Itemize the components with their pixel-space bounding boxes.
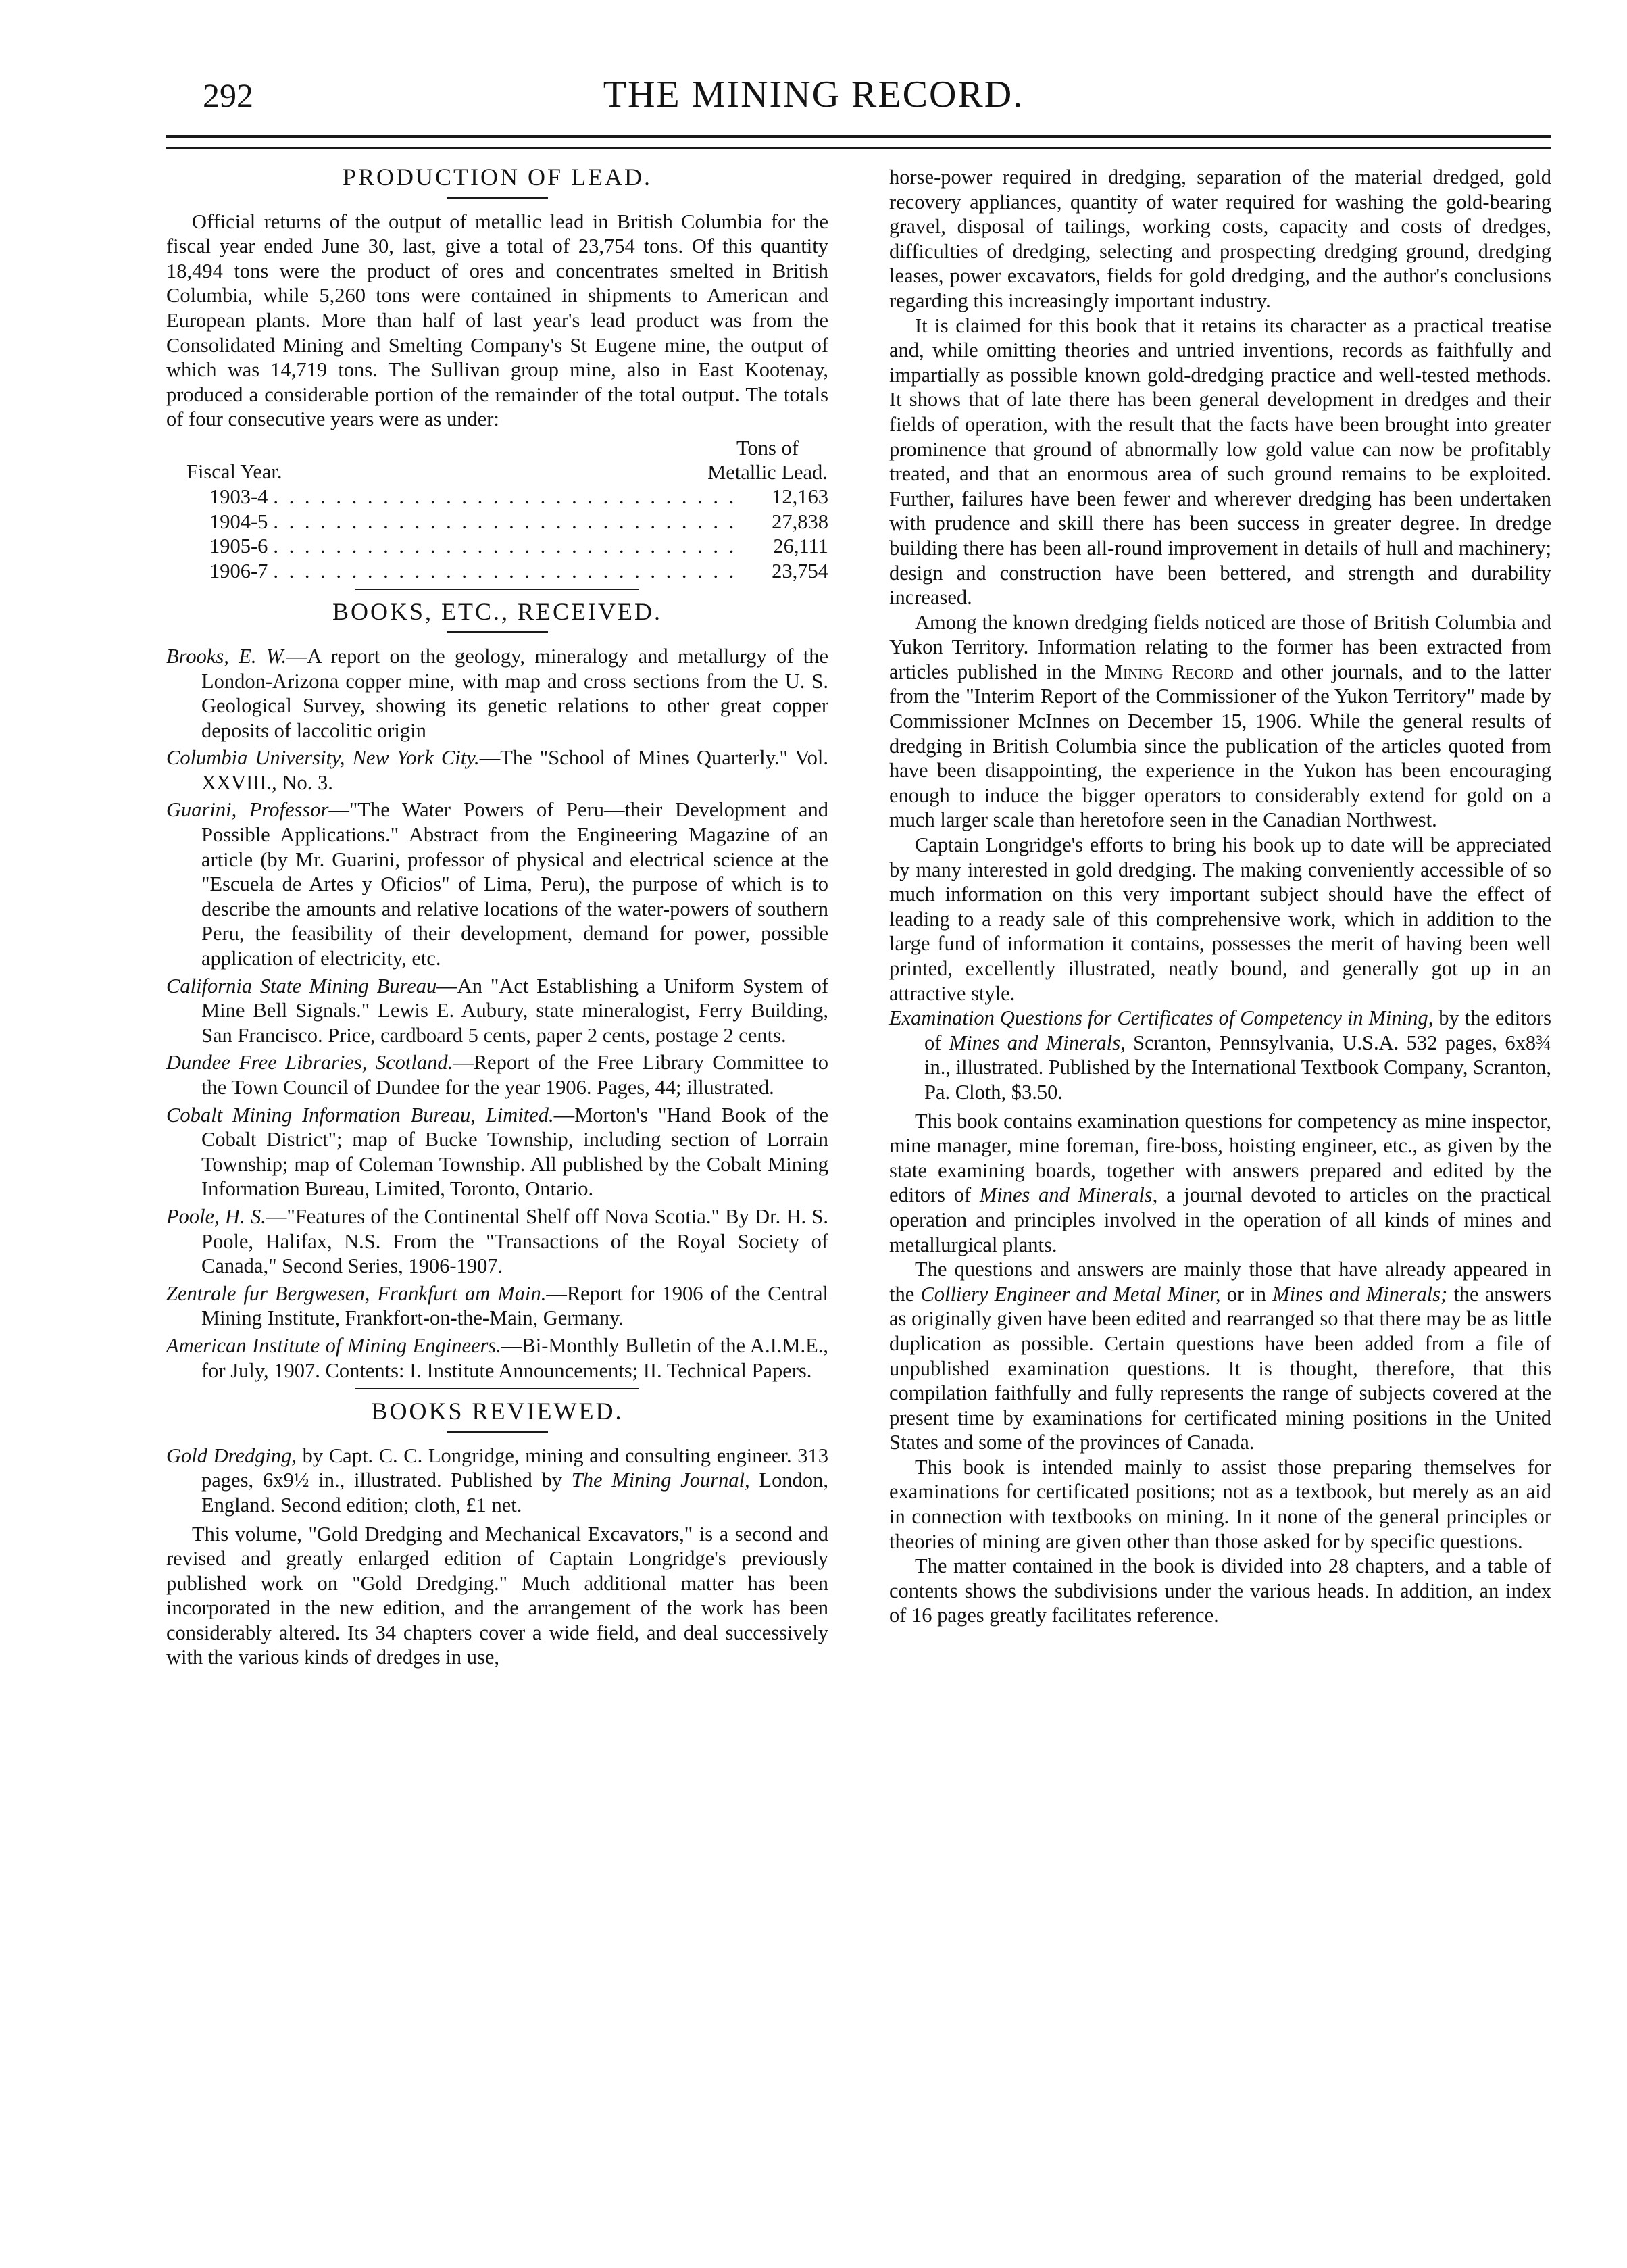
lead-table-row bbox=[166, 485, 828, 510]
reviewed-heading-rule bbox=[447, 1431, 548, 1433]
review-text: and other journals, and to the latter from the "Interim Report of the Commissioner of the Yukon Territory" made by Commissioner McInnes on December 15, 1906. While the general results of dredging in British Columbia since the publication of the articles quoted from have been disappointing, the experience in the Yukon has been encouraging enough to induce the bigger operators to considerably extend for gold on a much larger scale than heretofore seen in the Canadian Northwest. bbox=[889, 660, 1551, 832]
received-entry bbox=[166, 1281, 828, 1331]
entry-author: Columbia University, New York City. bbox=[166, 746, 480, 770]
lead-table-year: 1904-5 bbox=[209, 510, 268, 533]
section-divider bbox=[355, 589, 639, 590]
book-citation-text: London, England. Second edition; cloth, £1 net. bbox=[201, 1469, 828, 1517]
book-citation-text: Scranton, Pennsylvania, U.S.A. 532 pages, 6x8¾ in., illustrated. Published by the International Textbook Company, Scranton, Pa. Cloth, $3.50. bbox=[924, 1031, 1551, 1104]
lead-table-col2-header-line2: Metallic Lead. bbox=[707, 460, 828, 484]
entry-text: —Morton's "Hand Book of the Cobalt District"; map of Bucke Township, including section of Lorrain Township; map of Coleman Township. All published by the Cobalt Mining Information Bureau, Limited, Toronto, Ontario. bbox=[201, 1103, 828, 1201]
lead-table-year: 1905-6 bbox=[209, 535, 268, 558]
journal-name: Mines and Minerals, bbox=[979, 1183, 1158, 1207]
entry-author: American Institute of Mining Engineers. bbox=[166, 1333, 501, 1357]
book-publisher: The Mining Journal, bbox=[571, 1469, 750, 1492]
lead-heading-rule bbox=[447, 197, 548, 199]
review-paragraph bbox=[889, 610, 1551, 833]
entry-text: —"The Water Powers of Peru—their Development and Possible Applications." Abstract from the Engineering Magazine of an article (by Mr. Guarini, professor of physical and electrical science at the "Escuela de Artes y Oficios" of Lima, Peru), the purpose of which is to describe the amounts and relative locations of the water-powers of southern Peru, the feasibility of their development, demand for power, possible application of electricity, etc. bbox=[201, 798, 828, 970]
received-entry bbox=[166, 1103, 828, 1202]
review-paragraph: Captain Longridge's efforts to bring his book up to date will be appreciated by many interested in gold dredging. The making conveniently accessible of so much information on this very important subject should have the effect of leading to a ready sale of this comprehensive work, which in addition to the large fund of information it contains, possesses the merit of having been well printed, excellently illustrated, neatly bound, and generally got up in an attractive style. bbox=[889, 833, 1551, 1005]
entry-text: —Report for 1906 of the Central Mining Institute, Frankfort-on-the-Main, Germany. bbox=[201, 1281, 829, 1330]
review-paragraph: This volume, "Gold Dredging and Mechanical Excavators," is a second and revised and greatly enlarged edition of Captain Longridge's previously published work on "Gold Dredging." Much additional matter has been incorporated in the new edition, and the arrangement of the work has been considerably altered. Its 34 chapters cover a wide field, and deal successively with the various kinds of dredges in use, bbox=[166, 1522, 828, 1669]
right-column bbox=[889, 165, 1551, 1628]
review-text: Among the known dredging fields noticed are those of British Columbia and Yukon Territory. Information relating to the former has been extracted from articles published in the bbox=[889, 610, 1551, 683]
received-entry bbox=[166, 644, 828, 743]
entry-author: California State Mining Bureau bbox=[166, 974, 437, 997]
section-divider bbox=[355, 1388, 639, 1389]
entry-text: —"Features of the Continental Shelf off Nova Scotia." By Dr. H. S. Poole, Halifax, N.S. From the "Transactions of the Royal Society of Canada," Second Series, 1906-1907. bbox=[201, 1204, 829, 1278]
review-paragraph-continued: horse-power required in dredging, separation of the material dredged, gold recovery appliances, quantity of water required for washing the gold-bearing gravel, disposal of tailings, working costs, capacity and costs of dredges, difficulties of dredging, selecting and prospecting dredging ground, dredging leases, power excavators, fields for gold dredging, and the author's conclusions regarding this increasingly important industry. bbox=[889, 166, 1551, 312]
review-text: The questions and answers are mainly those that have already appeared in the bbox=[889, 1258, 1551, 1306]
received-entry bbox=[166, 1050, 828, 1100]
entry-text: —An "Act Establishing a Uniform System of Mine Bell Signals." Lewis E. Aubury, state mineralogist, Ferry Building, San Francisco. Price, cardboard 5 cents, paper 2 cents, postage 2 cents. bbox=[201, 974, 828, 1047]
review-text: This book contains examination questions for competency as mine inspector, mine manager, mine foreman, fire-boss, hoisting engineer, etc., as given by the state examining boards, together with answers prepared and edited by the editors of bbox=[889, 1109, 1551, 1207]
review-text: the answers as originally given have been edited and rearranged so that there may be as little duplication as possible. Certain questions have been added from a file of unpublished examination questions. It is thought, therefore, that this compilation faithfully and fully represents the range of subjects covered at the present time by examinations for certificated mining positions in the United States and some of the provinces of Canada. bbox=[889, 1282, 1551, 1454]
leader-dots bbox=[273, 485, 745, 510]
lead-table-row bbox=[166, 559, 828, 584]
received-heading: BOOKS, ETC., RECEIVED. bbox=[332, 598, 662, 626]
journal-name: Mining Record bbox=[1104, 660, 1234, 683]
lead-paragraph: Official returns of the output of metallic lead in British Columbia for the fiscal year ended June 30, last, give a total of 23,754 tons. Of this quantity 18,494 tons were the product of ores and concentrates smelted in British Columbia, while 5,260 tons were contained in shipments to American and European plants. More than half of last year's lead product was from the Consolidated Mining and Smelting Company's St Eugene mine, the output of which was 14,719 tons. The Sullivan group mine, also in East Kootenay, produced a considerable portion of the remainder of the total output. The totals of four consecutive years were as under: bbox=[166, 209, 828, 431]
entry-text: —A report on the geology, mineralogy and metallurgy of the London-Arizona copper mine, with map and cross sections from the U. S. Geological Survey, showing its genetic relations to other great copper deposits of laccolitic origin bbox=[201, 644, 828, 742]
leader-dots bbox=[273, 534, 745, 559]
received-heading-rule bbox=[447, 631, 548, 633]
lead-heading: PRODUCTION OF LEAD. bbox=[342, 164, 652, 191]
entry-author: Guarini, Professor bbox=[166, 798, 329, 822]
received-entry bbox=[166, 745, 828, 795]
journal-title: THE MINING RECORD. bbox=[603, 74, 1024, 116]
entry-text: —Report of the Free Library Committee to the Town Council of Dundee for the year 1906. Pages, 44; illustrated. bbox=[201, 1051, 829, 1099]
lead-table-year: 1903-4 bbox=[209, 485, 268, 508]
book-title: Examination Questions for Certificates of Competency in Mining, bbox=[889, 1006, 1434, 1030]
book-citation-text: by Capt. C. C. Longridge, mining and consulting engineer. 313 pages, 6x9½ in., illustrated. Published by bbox=[201, 1444, 829, 1492]
book-citation-text: by the editors of bbox=[924, 1006, 1551, 1054]
lead-table-row bbox=[166, 510, 828, 535]
book-title: Gold Dredging, bbox=[166, 1444, 297, 1467]
received-entry bbox=[166, 797, 828, 970]
lead-table-col2-header bbox=[707, 436, 828, 485]
reviewed-heading: BOOKS REVIEWED. bbox=[371, 1398, 624, 1425]
received-entry bbox=[166, 1333, 828, 1383]
review-text: a journal devoted to articles on the practical operation and principles involved in the operation of all kinds of mines and metallurgical plants. bbox=[889, 1183, 1551, 1256]
journal-name: Colliery Engineer and Metal Miner, bbox=[920, 1282, 1221, 1306]
leader-dots bbox=[273, 510, 745, 535]
entry-author: Cobalt Mining Information Bureau, Limited. bbox=[166, 1103, 554, 1127]
entry-author: Zentrale fur Bergwesen, Frankfurt am Main. bbox=[166, 1281, 547, 1305]
lead-table-header bbox=[166, 436, 828, 485]
page-number: 292 bbox=[203, 76, 253, 114]
entry-author: Brooks, E. W. bbox=[166, 644, 287, 668]
leader-dots bbox=[273, 559, 745, 584]
left-column bbox=[166, 165, 828, 1670]
entry-author: Dundee Free Libraries, Scotland. bbox=[166, 1051, 453, 1075]
lead-table-row bbox=[166, 534, 828, 559]
entry-text: —The "School of Mines Quarterly." Vol. XXVIII., No. 3. bbox=[201, 746, 828, 794]
review-paragraph: It is claimed for this book that it retains its character as a practical treatise and, while omitting theories and untried inventions, records as faithfully and impartially as possible known gold-dredging practice and well-tested methods. It shows that of late there has been general development in dredges and their fields of operation, with the result that the facts have been brought into greater prominence that ground of abnormally low gold value can now be profitably treated, and that an enormous area of such ground remains to be exploited. Further, failures have been fewer and wherever dredging has been undertaken with prudence and skill there has been success in greater degree. In dredge building there has been all-round improvement in details of hull and machinery; design and construction have been bettered, and strength and durability increased. bbox=[889, 314, 1551, 610]
received-entry bbox=[166, 974, 828, 1048]
lead-table-tons: 26,111 bbox=[773, 535, 828, 558]
review-text: or in bbox=[1220, 1282, 1273, 1306]
review-paragraph: The matter contained in the book is divided into 28 chapters, and a table of contents shows the subdivisions under the various heads. In addition, an index of 16 pages greatly facilitates reference. bbox=[889, 1554, 1551, 1627]
entry-text: —Bi-Monthly Bulletin of the A.I.M.E., for July, 1907. Contents: I. Institute Announcements; II. Technical Papers. bbox=[201, 1333, 828, 1382]
received-entry bbox=[166, 1204, 828, 1279]
running-head bbox=[0, 76, 1627, 137]
review-paragraph bbox=[889, 1109, 1551, 1258]
book-citation bbox=[166, 1444, 828, 1518]
journal-name: Mines and Minerals; bbox=[1272, 1282, 1448, 1306]
book-journal: Mines and Minerals, bbox=[949, 1031, 1126, 1054]
lead-table-tons: 23,754 bbox=[772, 559, 828, 583]
lead-table bbox=[166, 436, 828, 583]
entry-author: Poole, H. S. bbox=[166, 1204, 266, 1228]
review-paragraph bbox=[889, 1257, 1551, 1455]
header-rule bbox=[166, 135, 1551, 149]
book-citation bbox=[889, 1006, 1551, 1104]
lead-table-col1-header: Fiscal Year. bbox=[186, 460, 282, 484]
lead-table-col2-header-line1: Tons of bbox=[736, 436, 799, 460]
lead-table-year: 1906-7 bbox=[209, 559, 268, 583]
lead-table-tons: 12,163 bbox=[772, 485, 828, 508]
review-paragraph: This book is intended mainly to assist those preparing themselves for examinations for certificated positions; not as a textbook, but merely as an aid in connection with textbooks on mining. In it none of the general principles or theories of mining are given other than those asked for by specific questions. bbox=[889, 1455, 1551, 1553]
lead-table-tons: 27,838 bbox=[772, 510, 828, 533]
